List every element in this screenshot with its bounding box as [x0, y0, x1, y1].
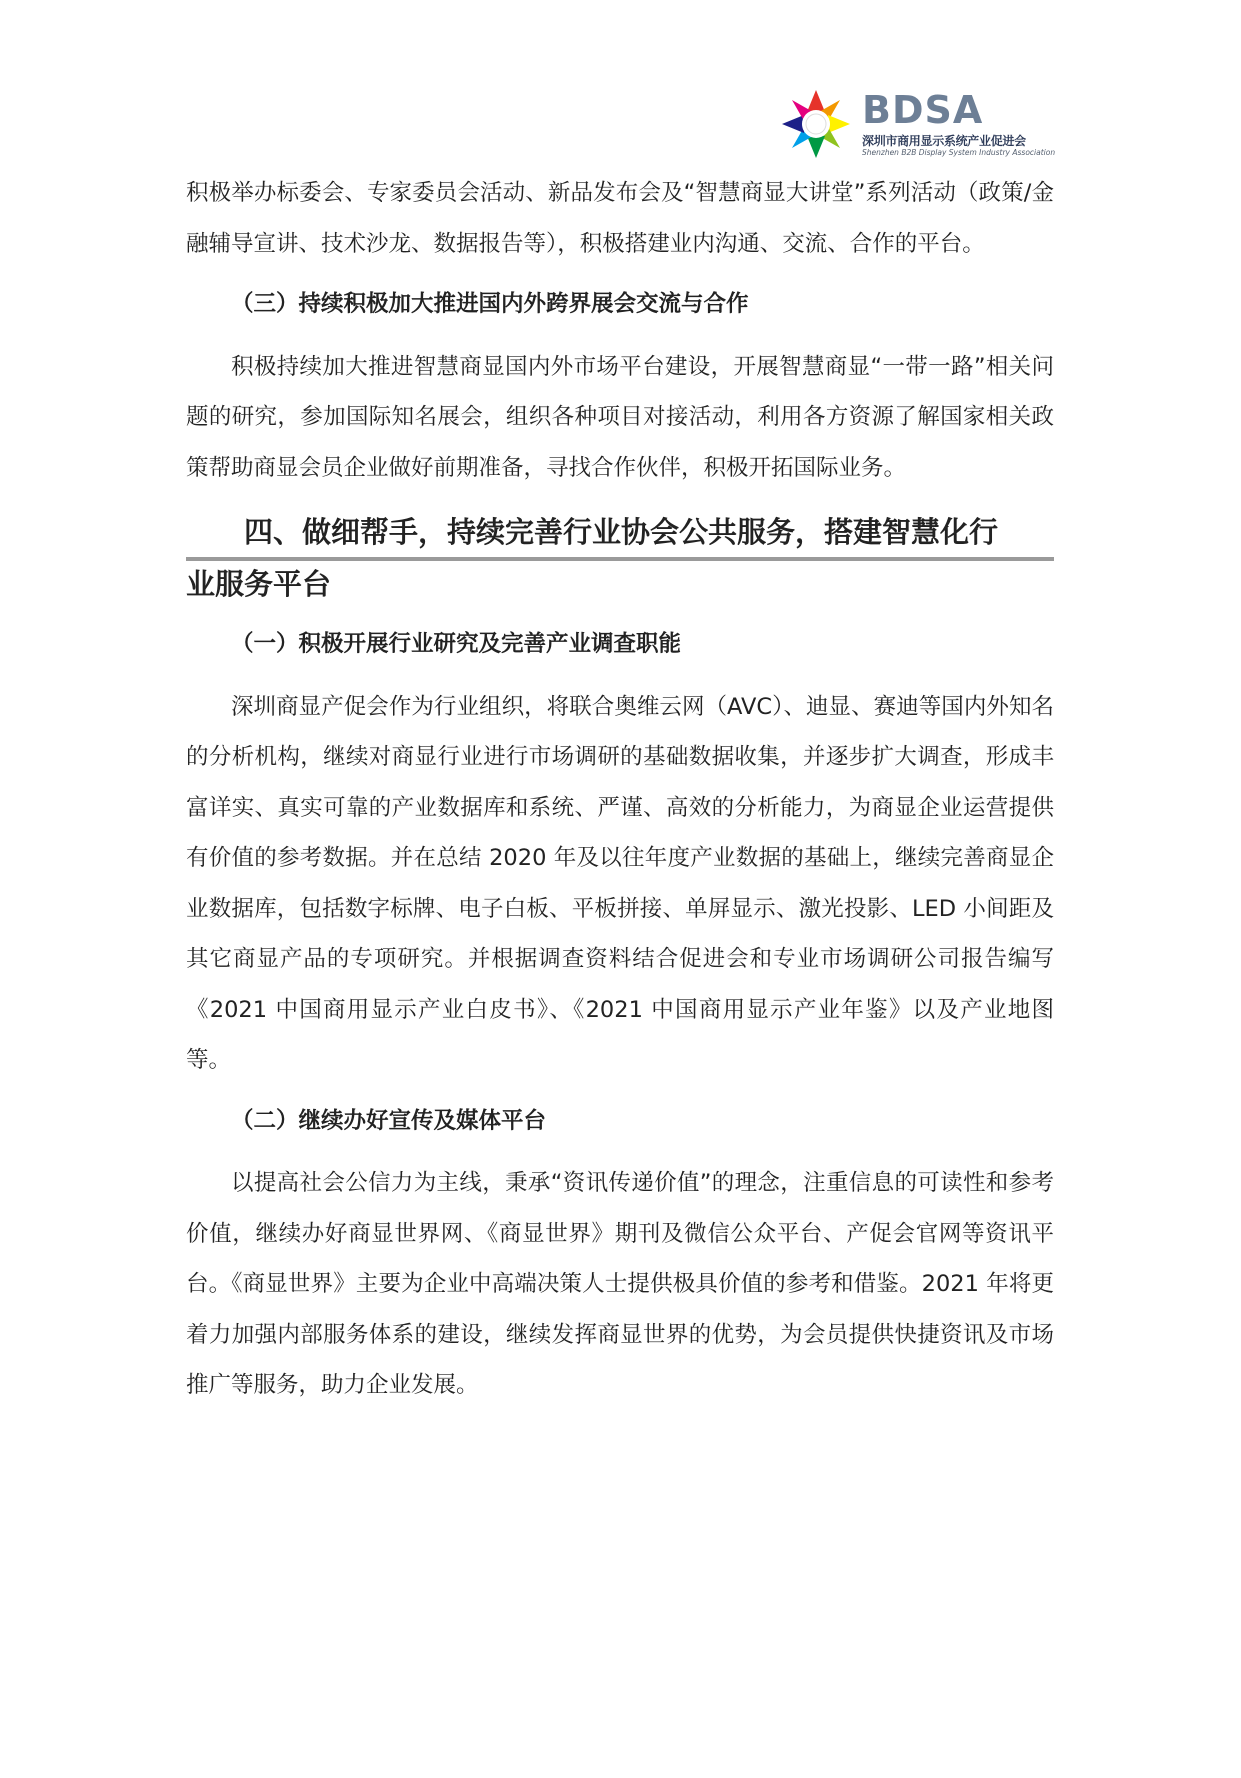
paragraph-continuation: 积极举办标委会、专家委员会活动、新品发布会及“智慧商显大讲堂”系列活动（政策/金融辅导宣讲、技术沙龙、数据报告等），积极搭建业内沟通、交流、合作的平台。 [186, 180, 1054, 257]
logo-abbreviation: BDSA [862, 88, 984, 132]
logo-english-name: Shenzhen B2B Display System Industry Association [862, 148, 1056, 157]
section-heading-line-1: 四、做细帮手，持续完善行业协会公共服务，搭建智慧化行 [186, 509, 1054, 561]
subsection-heading-3: （三）持续积极加大推进国内外跨界展会交流与合作 [231, 291, 749, 317]
paragraph: 深圳商显产促会作为行业组织，将联合奥维云网（AVC）、迪显、赛迪等国内外知名的分析机构，继续对商显行业进行市场调研的基础数据收集，并逐步扩大调查，形成丰富详实、真实可靠的产业数据库和系统、严谨、高效的分析能力，为商显企业运营提供有价值的参考数据。并在总结 2020 年及以往年度产业数据的基础上，继续完善商显企业数据库，包括数字标牌、电子白板、平板拼接、单屏显示、激光投影、LED 小间距及其它商显产品的专项研究。并根据调查资料结合促进会和专业市场调研公司报告编写《2021 中国商用显示产业白皮书》、《2021 中国商用显示产业年鉴》以及产业地图等。 [186, 693, 1054, 1073]
color-wheel-logo-icon [780, 88, 852, 160]
subsection-heading-2: （二）继续办好宣传及媒体平台 [231, 1107, 547, 1134]
document-body [186, 168, 1054, 1411]
section-heading-4 [186, 509, 1054, 607]
subsection-heading-1: （一）积极开展行业研究及完善产业调查职能 [231, 631, 682, 657]
paragraph: 积极持续加大推进智慧商显国内外市场平台建设，开展智慧商显“一带一路”相关问题的研究，参加国际知名展会，组织各种项目对接活动，利用各方资源了解国家相关政策帮助商显会员企业做好前期准备，寻找合作伙伴，积极开拓国际业务。 [186, 353, 1054, 481]
logo-chinese-name: 深圳市商用显示系统产业促进会 [862, 134, 1026, 148]
header-logo [780, 88, 1060, 160]
paragraph: 以提高社会公信力为主线，秉承“资讯传递价值”的理念，注重信息的可读性和参考价值，继续办好商显世界网、《商显世界》期刊及微信公众平台、产促会官网等资讯平台。《商显世界》主要为企业中高端决策人士提供极具价值的参考和借鉴。2021 年将更着力加强内部服务体系的建设，继续发挥商显世界的优势，为会员提供快捷资讯及市场推广等服务，助力企业发展。 [186, 1170, 1054, 1398]
section-heading-line-2: 业服务平台 [186, 567, 332, 601]
